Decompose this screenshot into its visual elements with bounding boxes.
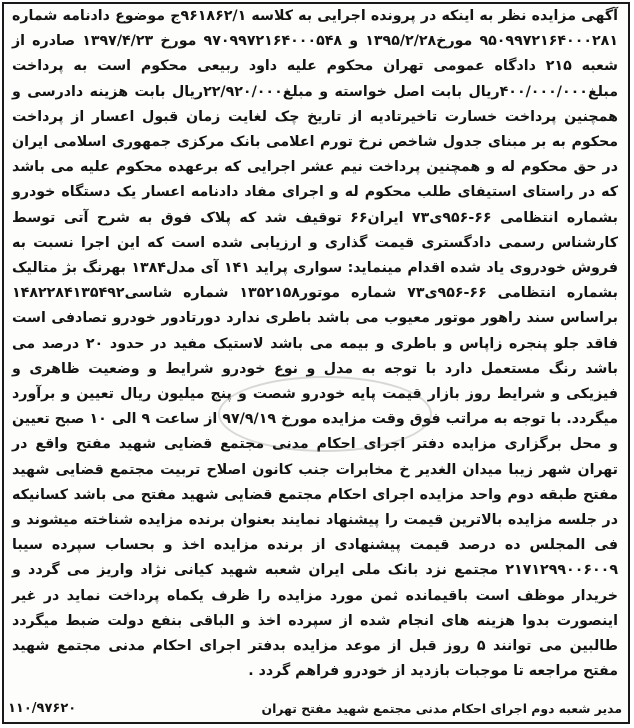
reference-number: ۱۱۰/۹۷۶۲۰ [8,700,77,716]
signature-line: مدیر شعبه دوم اجرای احکام مدنی مجتمع شهید مفتح تهران [261,700,622,716]
notice-text: آگهی مزایده نظر به اینکه در پرونده اجرایی به کلاسه ۹۶۱۸۶۲/۱ج موضوع دادنامه شماره ۹۵۰۹۹۷۲۱۶۴۰۰۰۲۸۱ مورخ۱۳۹۵/۲/۲۸ و ۹۷۰۹۹۷۲۱۶۴۰۰۰۵۴۸ مورخ ۱۳۹۷/۴/۲۳ صادره از شعبه ۲۱۵ دادگاه عمومی تهران محکوم علیه داود ربیعی محکوم است به پرداخت مبلغ۴۰۰/۰۰۰/۰۰۰ریال بابت اصل خواسته و مبلغ۲۲/۹۲۰/۰۰۰ریال بابت هزینه دادرسی و همچنین پرداخت خسارت تاخیرتادیه از تاریخ چک لغایت زمان قبول اعسار از پرداخت محکوم به بر مبنای جدول شاخص نرخ تورم اعلامی بانک مرکزی جمهوری اسلامی ایران در حق محکوم له و همچنین پرداخت نیم عشر اجرایی که برعهده محکوم علیه می باشد که در راستای استیفای طلب محکوم له و اجرای مفاد دادنامه اعسار یک دستگاه خودرو بشماره انتظامی ۶۶-۹۵۶ی۷۳ ایران۶۶ توقیف شد که پلاک فوق به شرح آتی توسط کارشناس رسمی دادگستری قیمت گذاری و ارزیابی شده است که این اجرا نسبت به فروش خودروی یاد شده اقدام مینماید: سواری پراید ۱۴۱ آی مدل۱۳۸۴ بهرنگ بژ متالیک بشماره انتظامی ۶۶-۹۵۶ی۷۳ شماره موتور۱۳۵۲۱۵۸ شماره شاسی۱۴۸۲۲۸۴۱۳۵۴۹۲ براساس سند راهور موتور معیوب می باشد باطری ندارد دورتادور خودرو تصادفی است فاقد جلو پنجره زاپاس و باطری و بیمه می باشد لاستیک مفید در حدود ۲۰ درصد می باشد رنگ مستعمل دارد با توجه به مدل و نوع خودرو شرایط و وضعیت ظاهری و فیزیکی و شرایط روز بازار قیمت پایه خودرو شصت و پنج میلیون ریال تعیین و برآورد میگردد. با توجه به مراتب فوق وقت مزایده مورخ ۹۷/۹/۱۹ از ساعت ۹ الی ۱۰ صبح تعیین و محل برگزاری مزایده دفتر اجرای احکام مدنی مجتمع قضایی شهید مفتح واقع در تهران شهر زیبا میدان الغدیر خ مخابرات جنب کانون اصلاح تربیت مجتمع قضایی شهید مفتح طبقه دوم واحد مزایده اجرای احکام مجتمع قضایی شهید مفتح می باشد کسانیکه در جلسه مزایده بالاترین قیمت را پیشنهاد نمایند بعنوان برنده مزایده شناخته میشوند و فی المجلس ده درصد قیمت پیشنهادی از برنده مزایده اخذ و بحساب سپرده سیبا ۲۱۷۱۲۹۹۰۰۶۰۰۹ مجتمع نزد بانک ملی ایران شعبه شهید کیانی نژاد واریز می گردد و خریدار موظف است باقیمانده ثمن مورد مزایده را ظرف یکماه پرداخت نماید در غیر اینصورت بدوا هزینه های انجام شده از سپرده اخذ و الباقی بنفع دولت ضبط میگردد طالبین می توانند ۵ روز قبل از موعد مزایده بدفتر اجرای احکام مدنی مجتمع شهید مفتح مراجعه تا موجبات بازدید از خودرو فراهم گردد . [12,8,619,680]
auction-notice [2,2,630,724]
notice-footer [8,696,622,720]
notice-body [4,4,628,684]
